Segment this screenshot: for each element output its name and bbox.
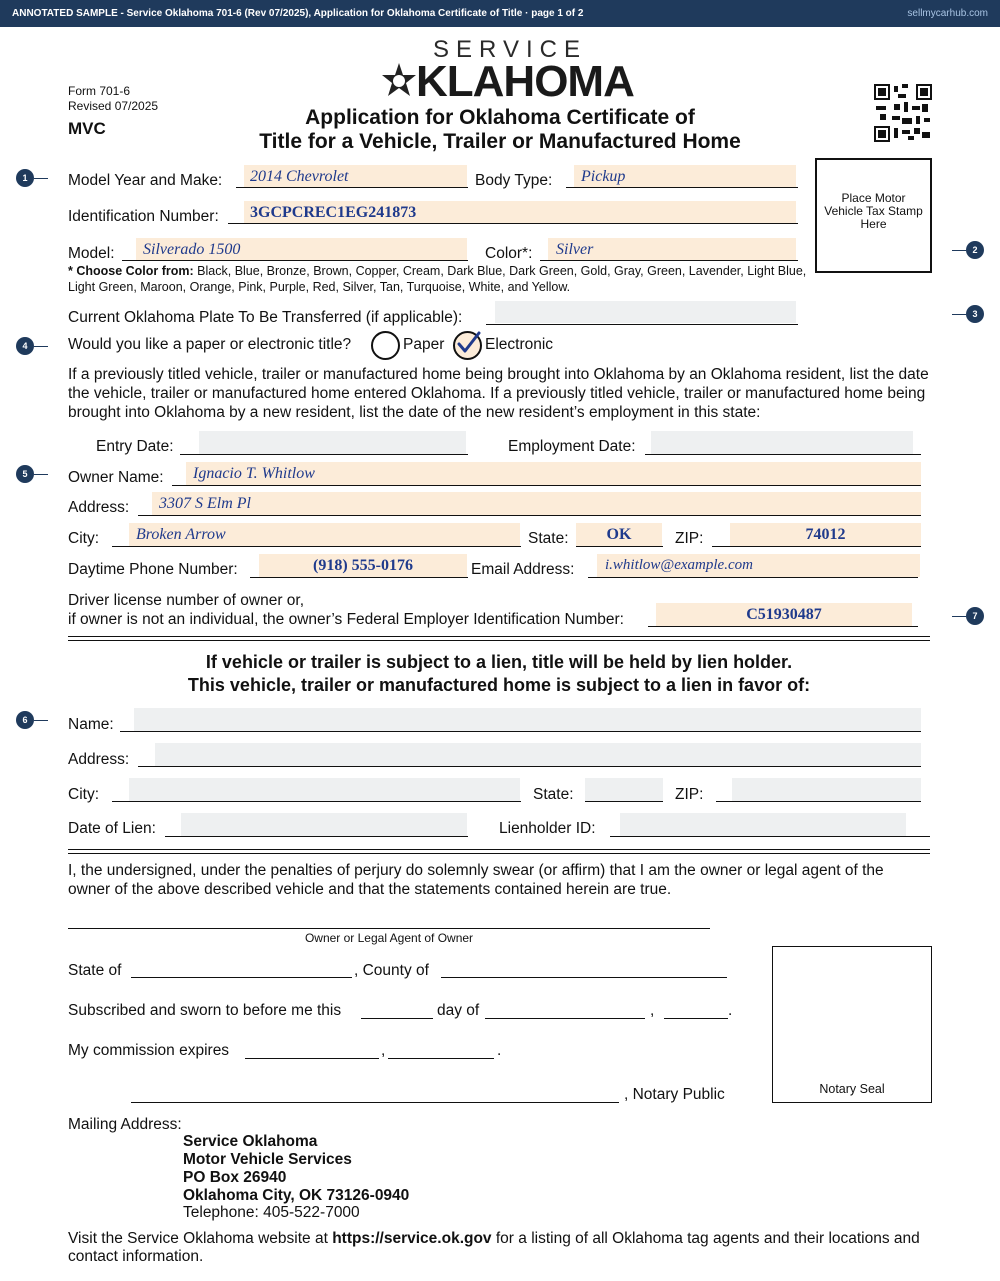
commission-date-line[interactable] — [245, 1058, 379, 1059]
vin-label: Identification Number: — [68, 208, 219, 225]
marker-leader-4 — [34, 346, 48, 347]
annotation-marker-1: 1 — [16, 169, 34, 187]
notary-seal-caption: Notary Seal — [819, 1082, 885, 1096]
year-line[interactable] — [664, 1018, 728, 1019]
oath-divider — [68, 849, 930, 854]
lien-city-underline — [112, 801, 521, 802]
marker-leader-6 — [34, 720, 48, 721]
lienholder-id-underline — [610, 836, 930, 837]
lien-zip-field[interactable] — [732, 778, 921, 801]
marker-leader-2 — [952, 250, 966, 251]
marker-leader-1 — [34, 178, 48, 179]
date-comma: , — [650, 1002, 655, 1019]
logo-service-text: SERVICE — [433, 36, 587, 63]
marker-leader-3 — [952, 314, 966, 315]
commission-year-line[interactable] — [388, 1058, 494, 1059]
owner-name-field[interactable]: Ignacio T. Whitlow — [193, 465, 315, 482]
entry-date-field[interactable] — [199, 431, 466, 454]
mailing-line-1: Service Oklahoma — [183, 1133, 318, 1150]
state-of-line[interactable] — [131, 977, 352, 978]
mailing-line-4: Oklahoma City, OK 73126-0940 — [183, 1187, 410, 1204]
banner-title: ANNOTATED SAMPLE - Service Oklahoma 701-6 (Rev 07/2025), Application for Oklahoma Certificate of Title · page 1 of 2 — [12, 8, 584, 19]
footer-post: for a listing of all Oklahoma tag agents and their locations and contact information. — [68, 1230, 920, 1265]
notary-signature-line[interactable] — [131, 1102, 619, 1103]
annotation-marker-4: 4 — [16, 337, 34, 355]
date-period: . — [728, 1002, 733, 1019]
lien-address-field[interactable] — [155, 743, 921, 766]
employment-date-label: Employment Date: — [508, 438, 636, 455]
lien-zip-label: ZIP: — [675, 786, 704, 803]
email-label: Email Address: — [471, 561, 575, 578]
dl-label-line-2: if owner is not an individual, the owner’s Federal Employer Identification Number: — [68, 611, 624, 628]
owner-state-label: State: — [528, 530, 569, 547]
owner-zip-underline — [712, 546, 921, 547]
year-make-underline — [236, 187, 468, 188]
plate-underline — [486, 324, 798, 325]
owner-name-underline — [172, 485, 921, 486]
entry-date-label: Entry Date: — [96, 438, 174, 455]
electronic-option-label: Electronic — [485, 336, 554, 353]
annotation-marker-2: 2 — [966, 241, 984, 259]
body-type-field[interactable]: Pickup — [581, 168, 626, 185]
title-type-question: Would you like a paper or electronic title? — [68, 336, 352, 353]
vin-field[interactable]: 3GCPCREC1EG241873 — [250, 204, 417, 221]
footer-pre: Visit the Service Oklahoma website at — [68, 1230, 333, 1247]
owner-address-underline — [138, 515, 921, 516]
subscribed-label: Subscribed and sworn to before me this — [68, 1002, 342, 1019]
plate-label: Current Oklahoma Plate To Be Transferred (if applicable): — [68, 309, 463, 326]
commission-label: My commission expires — [68, 1042, 230, 1059]
lien-state-underline — [585, 801, 663, 802]
qr-code-icon — [874, 84, 932, 142]
entry-date-instructions: If a previously titled vehicle, trailer or manufactured home being brought into Oklahoma by an Oklahoma resident, list the date the vehicle, trailer or manufactured home entered Oklahoma. If a previously titled vehicle, trailer or manufactured home being brought into Oklahoma by a new resident, list the date of the new resident’s employment in this state: — [68, 366, 929, 421]
paper-radio[interactable] — [371, 331, 400, 360]
county-of-label: , County of — [354, 962, 429, 979]
mailing-label: Mailing Address: — [68, 1116, 182, 1133]
lien-zip-underline — [716, 801, 921, 802]
owner-name-label: Owner Name: — [68, 469, 164, 486]
lien-date-underline — [165, 836, 468, 837]
lien-state-field[interactable] — [585, 778, 663, 801]
dl-label-line-1: Driver license number of owner or, — [68, 592, 305, 609]
color-note-list: Black, Blue, Bronze, Brown, Copper, Cream, Dark Blue, Dark Green, Gold, Gray, Green, Lavender, Light Blue, Light Green, Maroon, Orange, Pink, Purple, Red, Silver, Tan, Turquoise, White, and Yellow. — [68, 264, 807, 294]
dl-field[interactable]: C51930487 — [746, 606, 822, 623]
section-divider — [68, 636, 930, 641]
plate-field[interactable] — [495, 301, 796, 323]
electronic-radio[interactable] — [453, 331, 482, 360]
day-of-label: day of — [437, 1002, 480, 1019]
model-underline — [122, 260, 468, 261]
oklahoma-star-logo-icon — [380, 62, 418, 100]
lien-date-field[interactable] — [181, 813, 467, 836]
tax-stamp-box — [815, 158, 932, 273]
entry-date-underline — [180, 454, 468, 455]
owner-address-field-bg — [152, 492, 921, 515]
year-make-label: Model Year and Make: — [68, 172, 223, 189]
lienholder-id-label: Lienholder ID: — [499, 820, 596, 837]
owner-address-label: Address: — [68, 499, 130, 516]
employment-date-underline — [645, 454, 921, 455]
form-number: Form 701-6 — [68, 84, 131, 98]
form-division: MVC — [68, 119, 106, 138]
annotation-marker-3: 3 — [966, 305, 984, 323]
model-field[interactable]: Silverado 1500 — [143, 241, 241, 258]
lien-state-label: State: — [533, 786, 574, 803]
lien-city-label: City: — [68, 786, 99, 803]
tax-stamp-text: Place Motor Vehicle Tax Stamp Here — [824, 191, 923, 231]
owner-city-field[interactable]: Broken Arrow — [136, 526, 226, 543]
banner-site-link[interactable]: sellmycarhub.com — [907, 8, 988, 19]
mailing-phone: Telephone: 405-522-7000 — [183, 1204, 360, 1221]
form-revised: Revised 07/2025 — [68, 99, 159, 113]
employment-date-field[interactable] — [651, 431, 913, 454]
color-choices-note — [68, 263, 808, 295]
color-note-heading: * Choose Color from: — [68, 264, 194, 278]
lien-name-label: Name: — [68, 716, 114, 733]
lien-heading-1: If vehicle or trailer is subject to a lien, title will be held by lien holder. — [205, 652, 793, 672]
year-make-field[interactable]: 2014 Chevrolet — [250, 168, 349, 185]
annotation-marker-5: 5 — [16, 465, 34, 483]
owner-state-underline — [576, 546, 663, 547]
color-label: Color*: — [485, 245, 533, 262]
email-underline — [588, 577, 918, 578]
lien-name-field[interactable] — [134, 708, 921, 731]
owner-city-label: City: — [68, 530, 99, 547]
annotation-banner — [0, 0, 1000, 27]
lien-address-label: Address: — [68, 751, 130, 768]
lien-heading-2: This vehicle, trailer or manufactured home is subject to a lien in favor of: — [187, 675, 811, 695]
body-type-label: Body Type: — [475, 172, 553, 189]
commission-period: . — [497, 1042, 502, 1059]
footer-note — [68, 1230, 930, 1266]
owner-state-field[interactable]: OK — [606, 526, 632, 543]
county-of-line[interactable] — [441, 977, 727, 978]
commission-comma: , — [381, 1042, 386, 1059]
owner-zip-field[interactable]: 74012 — [805, 526, 846, 543]
color-field[interactable]: Silver — [556, 241, 594, 258]
marker-leader-5 — [34, 474, 48, 475]
body-type-underline — [566, 187, 798, 188]
form-title-line-1: Application for Oklahoma Certificate of — [305, 106, 695, 129]
logo-oklahoma-text: KLAHOMA — [416, 57, 634, 106]
owner-signature-line[interactable] — [68, 928, 710, 929]
color-underline — [540, 260, 798, 261]
paper-option-label: Paper — [403, 336, 445, 353]
owner-city-underline — [112, 546, 521, 547]
day-line[interactable] — [361, 1018, 433, 1019]
lien-date-label: Date of Lien: — [68, 820, 156, 837]
dl-underline — [648, 626, 918, 627]
oath-statement: I, the undersigned, under the penalties of perjury do solemnly swear (or affirm) that I am the owner or legal agent of the owner of the above described vehicle and that the statements contained herein are true. — [68, 862, 884, 898]
annotation-marker-6: 6 — [16, 711, 34, 729]
state-of-label: State of — [68, 962, 122, 979]
model-label: Model: — [68, 245, 115, 262]
email-field[interactable]: i.whitlow@example.com — [605, 557, 753, 573]
notary-public-label: , Notary Public — [624, 1086, 725, 1103]
mailing-line-2: Motor Vehicle Services — [183, 1151, 352, 1168]
month-line[interactable] — [485, 1018, 645, 1019]
owner-zip-label: ZIP: — [675, 530, 704, 547]
form-title-line-2: Title for a Vehicle, Trailer or Manufactured Home — [259, 130, 741, 153]
lien-city-field[interactable] — [129, 778, 520, 801]
phone-field[interactable]: (918) 555-0176 — [313, 557, 413, 574]
checkmark-icon — [453, 329, 482, 358]
lien-name-underline — [120, 731, 921, 732]
annotation-marker-7: 7 — [966, 607, 984, 625]
owner-signature-caption: Owner or Legal Agent of Owner — [304, 931, 474, 945]
vin-underline — [228, 223, 798, 224]
lien-address-underline — [138, 766, 921, 767]
lienholder-id-field[interactable] — [620, 813, 906, 836]
marker-leader-7 — [952, 616, 966, 617]
owner-address-field[interactable]: 3307 S Elm Pl — [159, 495, 251, 512]
notary-seal-box — [772, 946, 932, 1103]
footer-url-link[interactable]: https://service.ok.gov — [332, 1230, 492, 1247]
phone-underline — [250, 577, 468, 578]
phone-label: Daytime Phone Number: — [68, 561, 238, 578]
mailing-line-3: PO Box 26940 — [183, 1169, 287, 1186]
